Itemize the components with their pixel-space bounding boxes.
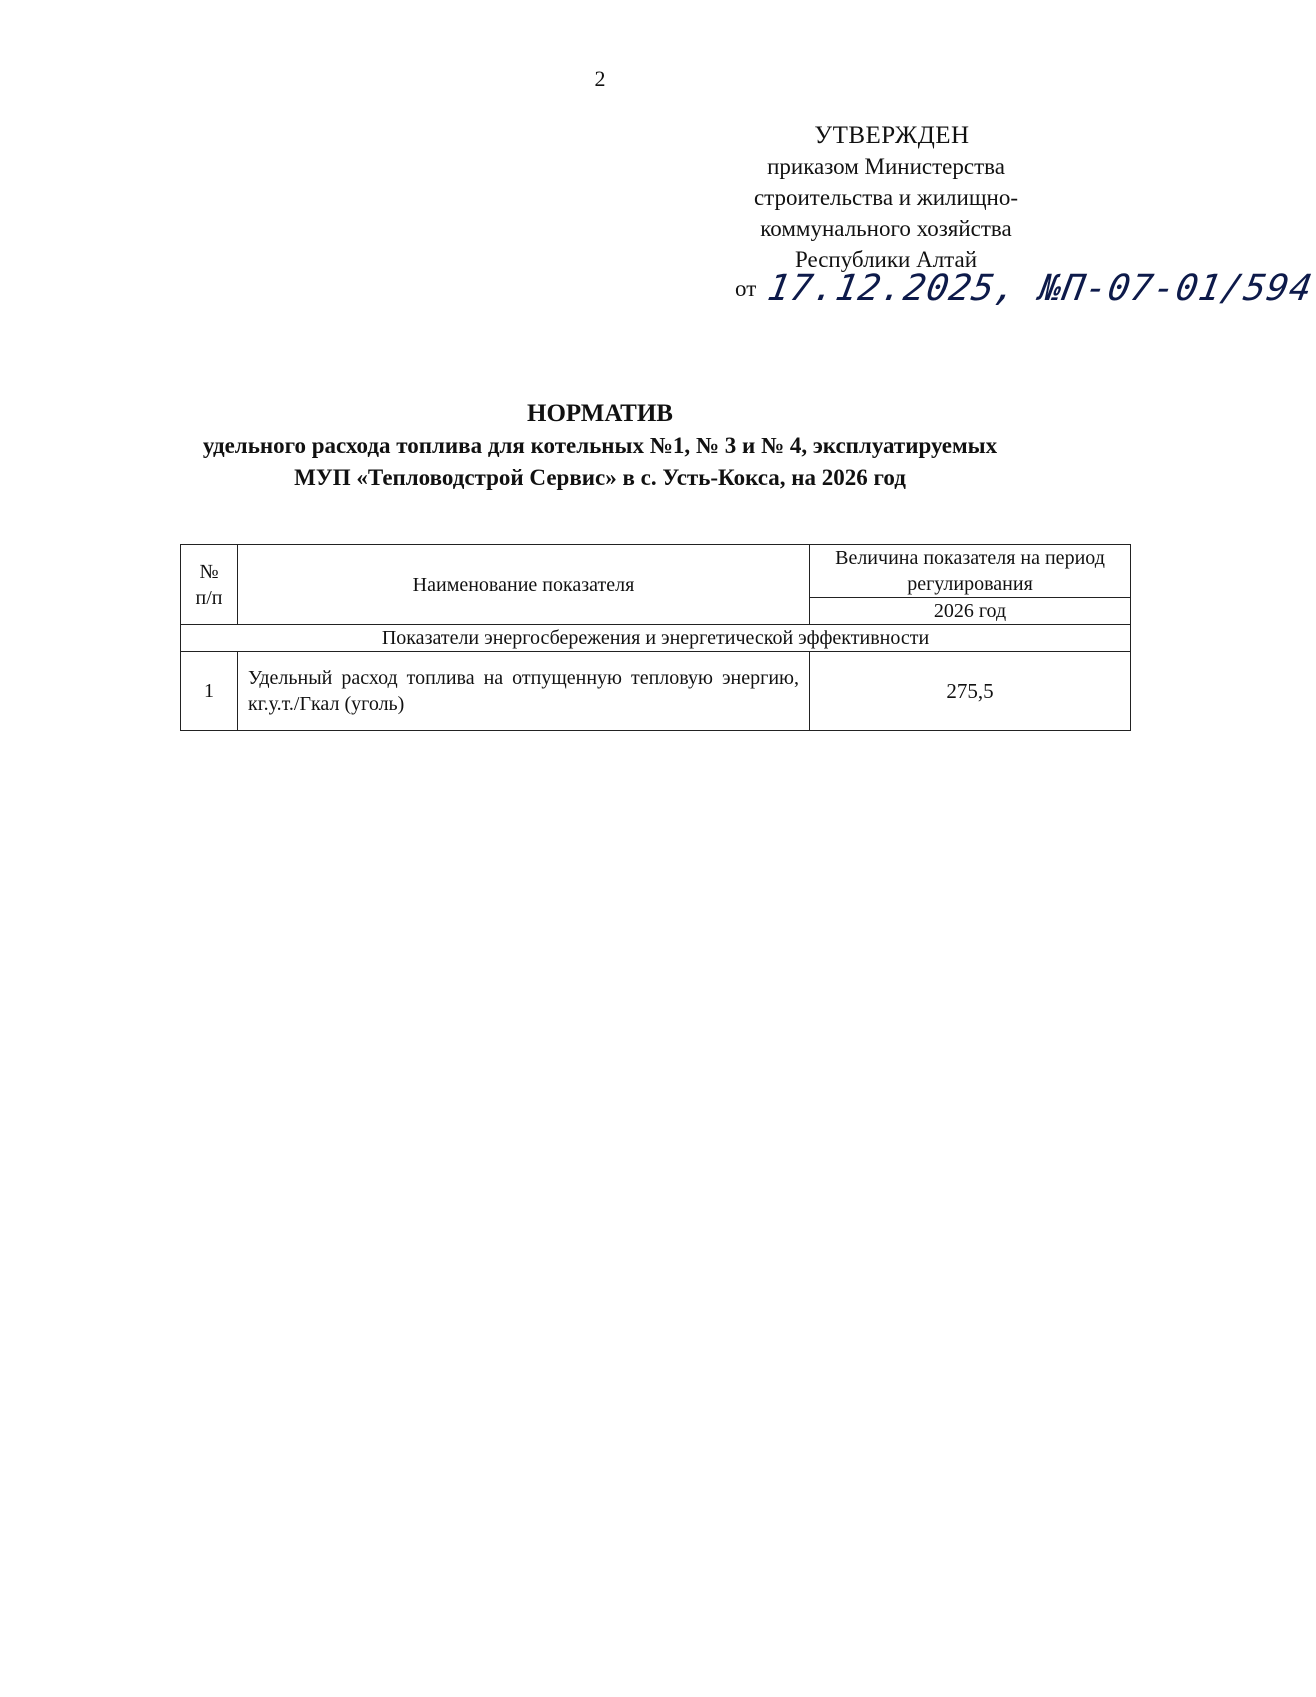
approval-title: УТВЕРЖДЕН [814, 122, 970, 149]
header-name-cell: Наименование показателя [238, 545, 810, 625]
norm-table [180, 544, 1131, 731]
row-value-cell: 275,5 [810, 652, 1131, 731]
row-number-cell: 1 [181, 652, 238, 731]
document-subtitle: МУП «Тепловодстрой Сервис» в с. Усть-Кокса, на 2026 год [294, 465, 906, 490]
approval-stamp-block [696, 120, 1076, 275]
approval-line: приказом Министерства [767, 154, 1005, 179]
section-title-cell: Показатели энергосбережения и энергетической эффективности [181, 625, 1131, 652]
table-section-row [181, 625, 1131, 652]
approval-line: Республики Алтай [794, 247, 978, 272]
handwritten-order-reference: 17.12.2025, №П-07-01/594 [764, 268, 1316, 309]
document-title: НОРМАТИВ [527, 400, 673, 427]
header-num-abbr: п/п [195, 586, 223, 609]
approval-line: строительства и жилищно- [753, 185, 1019, 210]
table-row [181, 652, 1131, 731]
document-subtitle: удельного расхода топлива для котельных №1, № 3 и № 4, эксплуатируемых [202, 433, 998, 458]
header-year-cell: 2026 год [810, 598, 1131, 625]
header-num-cell [181, 545, 238, 625]
document-heading [0, 398, 1200, 494]
approval-line: коммунального хозяйства [760, 216, 1012, 241]
header-num-symbol: № [199, 560, 219, 583]
table-header-row [181, 545, 1131, 598]
order-prefix: от [735, 275, 757, 301]
row-name-cell: Удельный расход топлива на отпущенную тепловую энергию, кг.у.т./Гкал (уголь) [238, 652, 810, 731]
order-date-number [735, 268, 1316, 309]
header-value-cell: Величина показателя на период регулирования [810, 545, 1131, 598]
page-number: 2 [594, 66, 606, 91]
